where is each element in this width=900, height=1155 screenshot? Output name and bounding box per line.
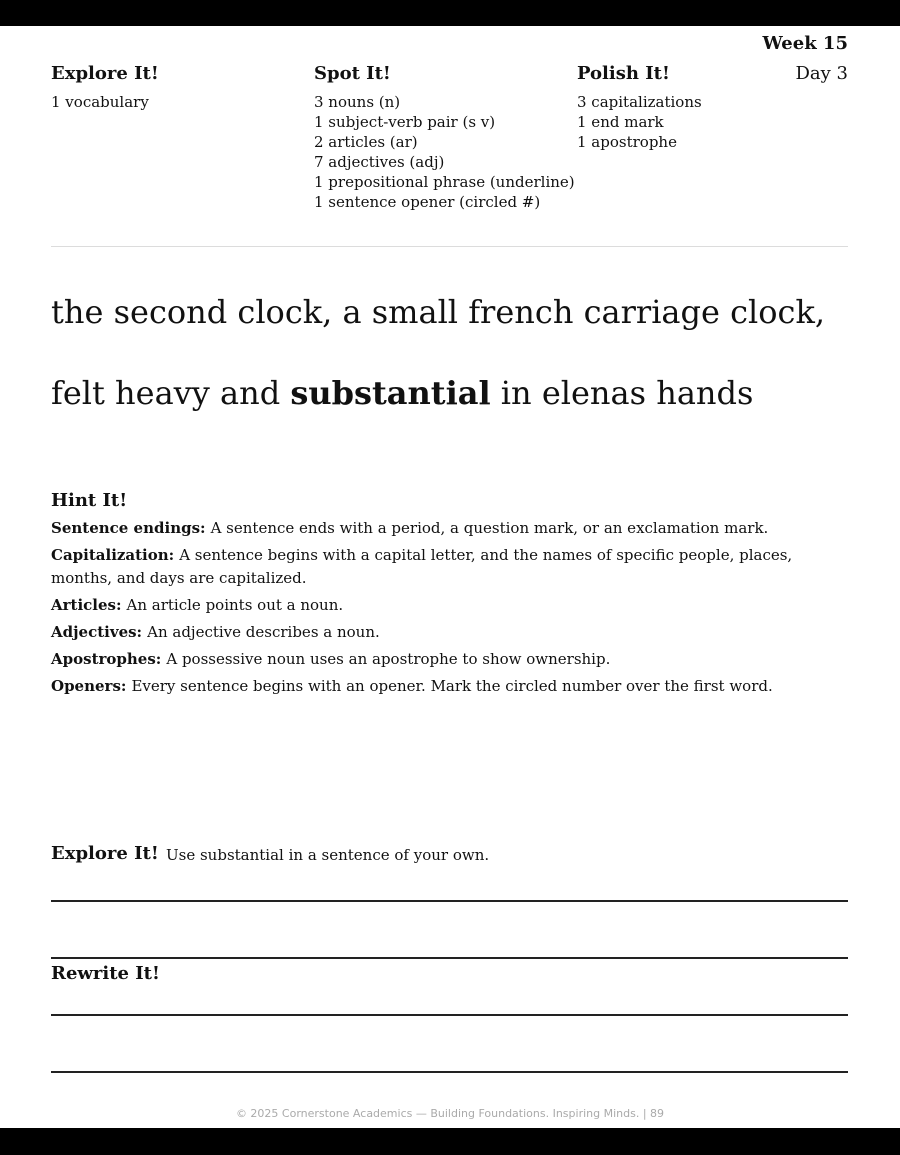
explore-heading: Explore It!: [51, 843, 159, 864]
list-item: 1 sentence opener (circled #): [314, 193, 541, 211]
hint-text: A possessive noun uses an apostrophe to show ownership.: [166, 650, 611, 668]
hint-term: Articles:: [51, 596, 122, 614]
hint-item: [51, 621, 848, 644]
column-spot: [314, 62, 575, 212]
list-item: 1 end mark: [577, 113, 664, 131]
hint-term: Openers:: [51, 677, 127, 695]
list-item: 1 subject-verb pair (s v): [314, 113, 496, 131]
writing-line[interactable]: [51, 957, 848, 959]
hint-item: [51, 517, 848, 540]
column-list: [577, 92, 702, 152]
column-title: Spot It!: [314, 63, 391, 84]
rewrite-heading: Rewrite It!: [51, 963, 160, 984]
hint-text: A sentence ends with a period, a question mark, or an exclamation mark.: [210, 519, 769, 537]
column-polish: [577, 62, 702, 152]
writing-line[interactable]: [51, 1014, 848, 1016]
column-list: [314, 92, 575, 212]
hint-section: [51, 489, 848, 702]
divider: [51, 246, 848, 247]
hint-title: Hint It!: [51, 490, 128, 511]
sentence-text: the second clock, a small french carriage clock, felt heavy and: [51, 293, 825, 412]
explore-prompt: Use substantial in a sentence of your own.: [166, 846, 490, 864]
writing-line[interactable]: [51, 900, 848, 902]
hint-item: [51, 594, 848, 617]
hint-text: An article points out a noun.: [126, 596, 344, 614]
hint-item: [51, 544, 848, 590]
hint-item: [51, 648, 848, 671]
hint-item: [51, 675, 848, 698]
hint-term: Adjectives:: [51, 623, 143, 641]
day-label: Day 3: [795, 63, 848, 84]
hint-term: Apostrophes:: [51, 650, 162, 668]
list-item: 3 capitalizations: [577, 93, 702, 111]
week-label: Week 15: [762, 33, 848, 54]
list-item: 1 prepositional phrase (underline): [314, 173, 575, 191]
column-title: Polish It!: [577, 63, 670, 84]
column-explore: [51, 62, 159, 112]
sentence-text: in elenas hands: [490, 374, 754, 412]
page-footer: © 2025 Cornerstone Academics — Building Foundations. Inspiring Minds. | 89: [235, 1107, 665, 1120]
column-list: [51, 92, 159, 112]
practice-sentence: [51, 272, 848, 434]
top-bar: [0, 0, 900, 26]
vocabulary-word: substantial: [290, 374, 491, 412]
list-item: 3 nouns (n): [314, 93, 401, 111]
column-title: Explore It!: [51, 63, 159, 84]
list-item: 1 vocabulary: [51, 93, 149, 111]
list-item: 2 articles (ar): [314, 133, 418, 151]
list-item: 7 adjectives (adj): [314, 153, 445, 171]
hint-text: A sentence begins with a capital letter, and the names of specific people, places, months, and days are capitalized.: [51, 546, 793, 587]
hint-term: Sentence endings:: [51, 519, 206, 537]
hint-term: Capitalization:: [51, 546, 175, 564]
hint-text: Every sentence begins with an opener. Mark the circled number over the first word.: [131, 677, 773, 695]
list-item: 1 apostrophe: [577, 133, 677, 151]
writing-line[interactable]: [51, 1071, 848, 1073]
bottom-bar: [0, 1128, 900, 1155]
hint-text: An adjective describes a noun.: [147, 623, 380, 641]
